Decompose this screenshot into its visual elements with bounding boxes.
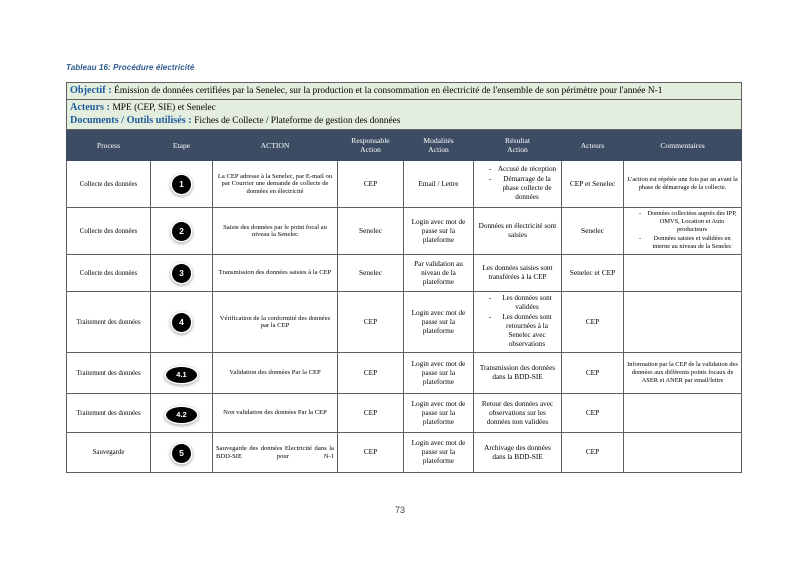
step-badge: 4.1 <box>166 367 197 383</box>
cell-etape <box>151 255 213 292</box>
table-row <box>67 208 742 255</box>
cell-etape <box>151 292 213 353</box>
column-header-resultat-line1: Résultat <box>505 136 530 146</box>
column-header-responsable-line2: Action <box>360 145 381 155</box>
cell-responsable: Senelec <box>338 208 404 255</box>
procedure-table-wrapper <box>66 82 741 473</box>
cell-process: Traitement des données <box>67 292 151 353</box>
cell-modalites: Login avec mot de passe sur la plateforme <box>404 353 474 394</box>
cell-responsable: CEP <box>338 161 404 208</box>
column-header-etape: Etape <box>151 130 213 161</box>
cell-modalites: Par validation au niveau de la plateforme <box>404 255 474 292</box>
resultat-list <box>480 294 558 349</box>
cell-etape <box>151 353 213 394</box>
list-item: - Les données sont retournées à la Senelec avec observations <box>489 313 558 349</box>
documents-value: Fiches de Collecte / Plateforme de gestion des données <box>194 115 401 126</box>
cell-process: Collecte des données <box>67 161 151 208</box>
step-badge: 5 <box>172 444 191 463</box>
table-row <box>67 255 742 292</box>
column-header-acteurs: Acteurs <box>562 130 624 161</box>
objectif-row <box>67 83 742 100</box>
cell-modalites: Login avec mot de passe sur la plateforme <box>404 394 474 433</box>
table-caption: Tableau 16: Procédure électricité <box>66 63 195 72</box>
cell-etape <box>151 394 213 433</box>
column-header-resultat-line2: Action <box>507 145 528 155</box>
column-header-commentaires: Commentaires <box>624 130 742 161</box>
cell-resultat: Les données saisies sont transférées à la CEP <box>474 255 562 292</box>
cell-responsable: Senelec <box>338 255 404 292</box>
step-badge: 4 <box>172 313 191 332</box>
documents-separator: : <box>185 114 195 126</box>
cell-action: Non validation des données Par la CEP <box>213 394 338 433</box>
documents-line <box>70 115 738 127</box>
cell-etape <box>151 433 213 473</box>
cell-resultat: Transmission des données dans la BDD-SIE <box>474 353 562 394</box>
cell-commentaires: L'action est répétée une fois par an avant la phase de démarrage de la collecte. <box>624 161 742 208</box>
table-row <box>67 394 742 433</box>
cell-resultat: Données en électricité sont saisies <box>474 208 562 255</box>
cell-modalites: Login avec mot de passe sur la plateforme <box>404 208 474 255</box>
step-badge: 3 <box>172 264 191 283</box>
cell-process: Sauvegarde <box>67 433 151 473</box>
cell-resultat <box>474 292 562 353</box>
documents-label: Documents / Outils utilisés <box>70 114 186 126</box>
table-row <box>67 353 742 394</box>
acteurs-label: Acteurs <box>70 102 104 114</box>
acteurs-value: MPE (CEP, SIE) et Senelec <box>112 103 216 114</box>
cell-responsable: CEP <box>338 433 404 473</box>
cell-commentaires <box>624 394 742 433</box>
cell-commentaires <box>624 292 742 353</box>
cell-resultat: Archivage des données dans la BDD-SIE <box>474 433 562 473</box>
cell-process: Traitement des données <box>67 394 151 433</box>
list-item: - Données collectées auprès des IPP, OMVS, Location et Auto producteurs <box>639 210 738 234</box>
cell-action: Saisie des données par le point focal au niveau la Senelec <box>213 208 338 255</box>
cell-acteurs: CEP <box>562 394 624 433</box>
step-badge: 2 <box>172 222 191 241</box>
cell-resultat <box>474 161 562 208</box>
objectif-separator: : <box>105 85 115 96</box>
column-header-modalites-line2: Action <box>428 145 449 155</box>
cell-action: Vérification de la conformité des données par la CEP <box>213 292 338 353</box>
list-item: - Les données sont validées <box>489 294 558 312</box>
cell-process: Collecte des données <box>67 255 151 292</box>
cell-action: Validation des données Par la CEP <box>213 353 338 394</box>
resultat-list <box>480 165 558 202</box>
cell-etape <box>151 208 213 255</box>
acteurs-line <box>70 102 738 114</box>
cell-action: Sauvegarde des données Electricité dans la BDD-SIE pour N-1 <box>213 433 338 473</box>
column-header-modalites-action <box>404 130 474 161</box>
table-header-row <box>67 130 742 161</box>
list-item: - Démarrage de la phase collecte de données <box>489 175 558 202</box>
cell-modalites: Login avec mot de passe sur la plateforme <box>404 433 474 473</box>
column-header-process: Process <box>67 130 151 161</box>
table-row <box>67 433 742 473</box>
column-header-resultat-action <box>474 130 562 161</box>
cell-action: La CEP adresse à la Senelec, par E-mail ou par Courrier une demande de collecte de données en électricité <box>213 161 338 208</box>
cell-acteurs: CEP <box>562 292 624 353</box>
acteurs-documents-row <box>67 100 742 130</box>
step-badge: 4.2 <box>166 407 197 423</box>
page-number: 73 <box>394 505 405 515</box>
cell-modalites: Login avec mot de passe sur la plateforme <box>404 292 474 353</box>
table-row <box>67 292 742 353</box>
cell-acteurs: CEP <box>562 433 624 473</box>
cell-acteurs: CEP <box>562 353 624 394</box>
acteurs-documents-cell <box>67 100 742 130</box>
cell-commentaires <box>624 208 742 255</box>
column-header-modalites-line1: Modalités <box>423 136 454 146</box>
cell-commentaires <box>624 433 742 473</box>
table-row <box>67 161 742 208</box>
objectif-label: Objectif <box>70 85 106 96</box>
procedure-table <box>66 82 742 473</box>
list-item: - Accusé de réception <box>489 165 558 174</box>
cell-acteurs: Senelec et CEP <box>562 255 624 292</box>
objectif-value: Émission de données certifiées par la Senelec, sur la production et la consommation en électricité de l'ensemble de son périmètre pour l'année N-1 <box>114 86 663 96</box>
column-header-responsable-line1: Responsable <box>351 136 390 146</box>
cell-process: Collecte des données <box>67 208 151 255</box>
cell-acteurs: CEP et Senelec <box>562 161 624 208</box>
cell-action: Transmission des données saisies à la CEP <box>213 255 338 292</box>
cell-resultat: Retour des données avec observations sur les données non validées <box>474 394 562 433</box>
column-header-responsable-action <box>338 130 404 161</box>
cell-commentaires <box>624 255 742 292</box>
cell-etape <box>151 161 213 208</box>
cell-modalites: Email / Lettre <box>404 161 474 208</box>
objectif-cell <box>67 83 742 100</box>
cell-acteurs: Senelec <box>562 208 624 255</box>
step-badge: 1 <box>172 175 191 194</box>
list-item: - Données saisies et validées en interne au niveau de la Senelec <box>639 235 738 251</box>
cell-commentaires: Information par la CEP de la validation des données aux différents points focaux de ASER et ANER par email/lettre <box>624 353 742 394</box>
cell-process: Traitement des données <box>67 353 151 394</box>
cell-responsable: CEP <box>338 292 404 353</box>
cell-responsable: CEP <box>338 394 404 433</box>
acteurs-separator: : <box>103 102 113 114</box>
cell-responsable: CEP <box>338 353 404 394</box>
column-header-action: ACTION <box>213 130 338 161</box>
commentaires-list <box>630 210 738 251</box>
